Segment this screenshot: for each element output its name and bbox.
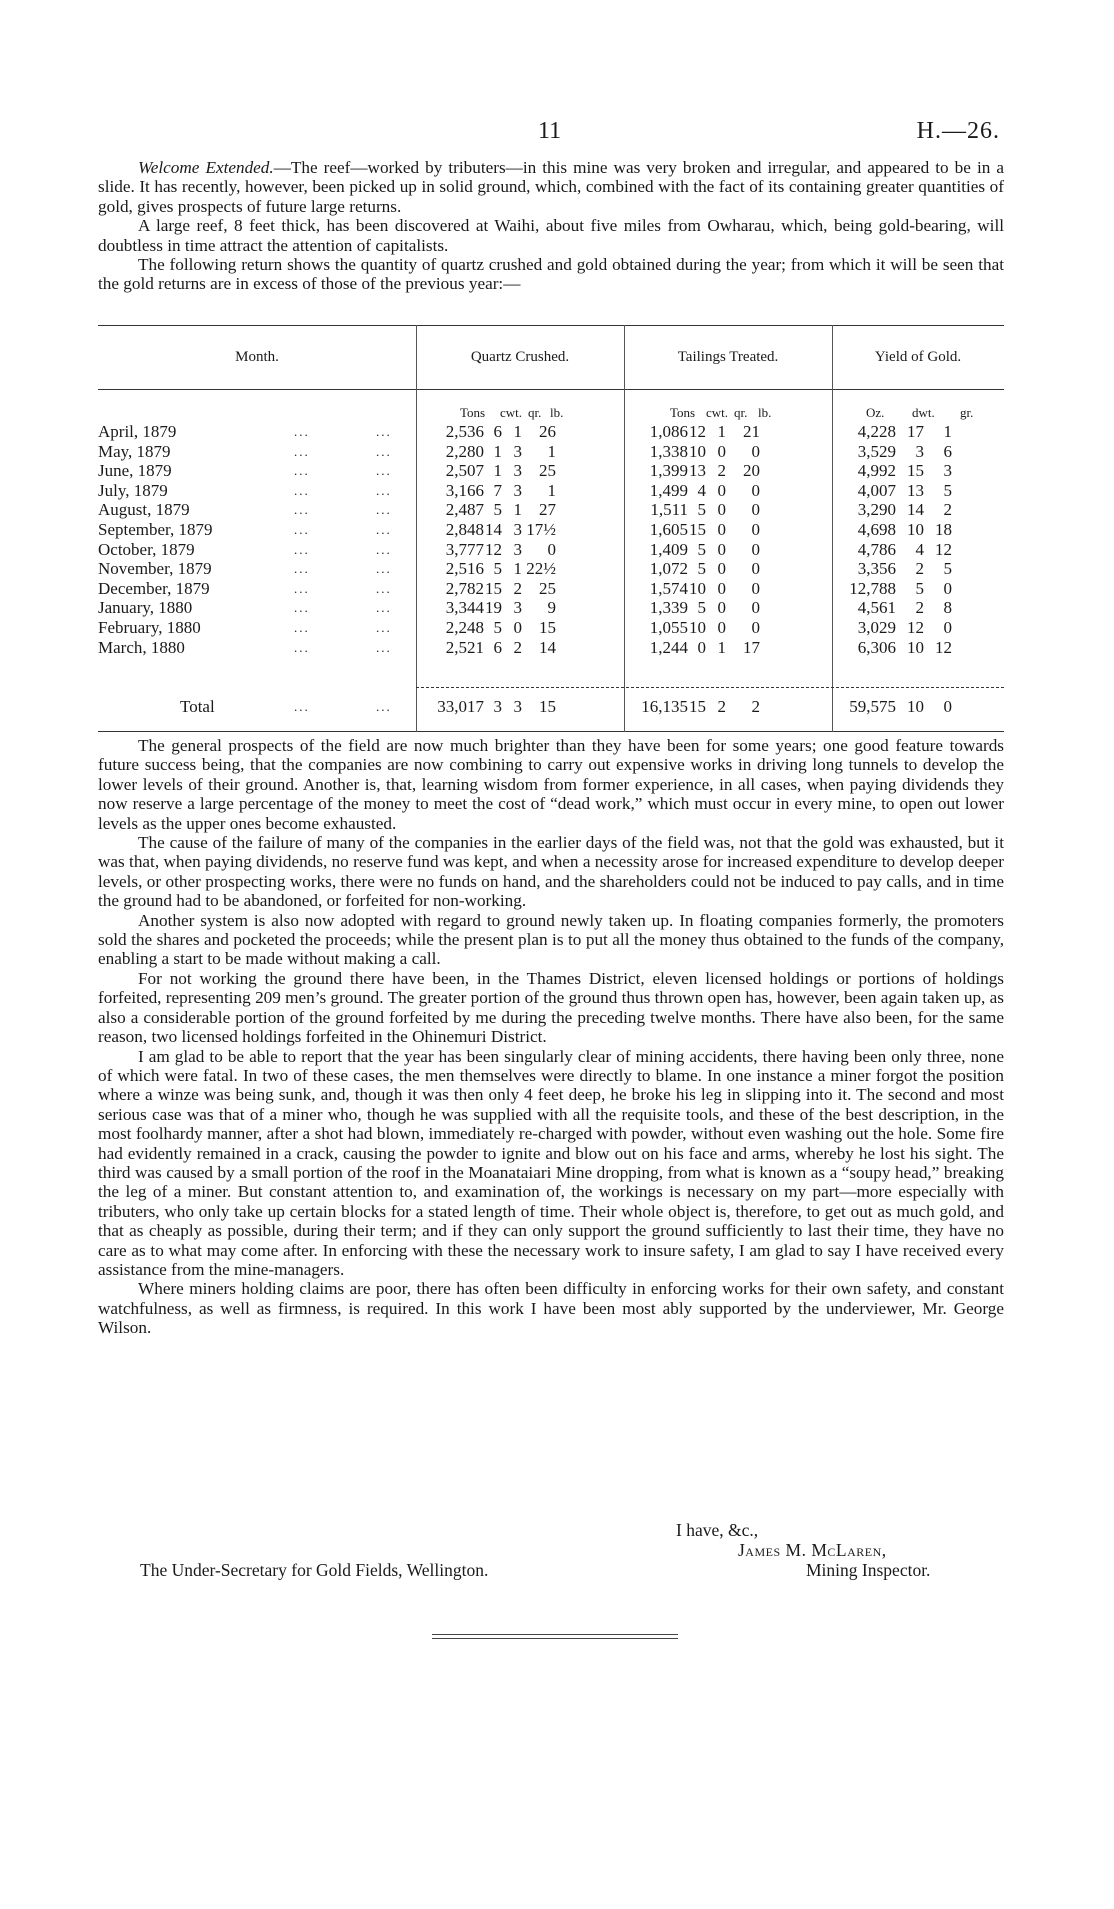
unit-label: Oz. [866, 405, 885, 420]
tailings-value: 1,574 [649, 578, 688, 598]
gold-value: 12,788 [849, 578, 896, 598]
leader-dots: ... [376, 580, 392, 596]
table-row [98, 461, 1004, 481]
tailings-value: 1,399 [649, 461, 688, 481]
gold-value: 3,029 [857, 618, 896, 637]
gold-value: 12 [907, 618, 924, 637]
paragraph-text: —The reef—worked by tributers—in this mine was very broken and irregular, and appeared to be in a slide. It has recently, however, been picked up in solid ground, which, combined with the fact of its containing greater quantities of gold, gives prospects of future large returns. [98, 158, 1004, 216]
month-cell: October, 1879 [98, 539, 195, 559]
table-row [98, 638, 1004, 658]
tailings-value: 17 [743, 637, 760, 657]
paragraph-accidents: I am glad to be able to report that the year has been singularly clear of mining accidents, there having been only three, none of which were fatal. In two of these cases, the men themselves were directly to blame. In one instance a miner forgot the position where a winze was being sunk, and, though it was then only 4 feet deep, he broke his leg in slipping into it. The second and most serious case was that of a miner who, though he was supplied with all the requisite tools, and these of the best description, in the most foolhardy manner, after a shot had blown, immediately re-charged with powder, without even washing out the hole. Some fire had evidently remained in a crack, causing the powder to ignite and blow out on his face and arms, whereby he lost his sight. The third was caused by a small portion of the roof in the Moanataiari Mine dropping, from what is known as a “soupy head,” breaking the leg of a miner. But constant attention to, and examination of, the workings is necessary on my part—more especially with tributers, who only take up certain blocks for a stated length of time. Their whole object is, therefore, to get out as much gold, and that as cheaply as possible, during their term; and if they can only support the ground sufficiently to last their time, they have no care as to what may come after. In enforcing with these the necessary work to insure safety, I am glad to say I have received every assistance from the mine-managers. [98, 1046, 1004, 1279]
quartz-value: 15 [485, 578, 502, 598]
quartz-value: 2,516 [445, 559, 484, 579]
gold-value: 13 [907, 480, 924, 500]
tailings-value: 0 [717, 559, 726, 579]
mine-name: Welcome Extended. [138, 158, 274, 177]
tailings-value: 12 [689, 422, 706, 441]
leader-dots: ... [294, 424, 310, 439]
month-cell: November, 1879 [98, 559, 212, 579]
addressee: The Under-Secretary for Gold Fields, Wellington. [140, 1560, 489, 1580]
gold-value: 5 [943, 480, 952, 500]
tailings-value: 1,409 [649, 539, 688, 559]
leader-dots: ... [294, 600, 310, 616]
tailings-value: 16,135 [641, 697, 688, 716]
quartz-value: 22½ [526, 559, 556, 579]
quartz-value: 2,507 [445, 461, 484, 481]
header-yield-of-gold: Yield of Gold. [874, 349, 962, 365]
tailings-value: 5 [697, 598, 706, 618]
tailings-value: 0 [717, 618, 726, 637]
month-cell: April, 1879 [98, 422, 177, 441]
quartz-value: 3 [513, 441, 522, 461]
total-label: Total [180, 697, 215, 716]
gold-value: 3,290 [857, 500, 896, 520]
quartz-value: 2 [513, 637, 522, 657]
closing-formula: I have, &c., [676, 1520, 759, 1540]
unit-label: Tons [670, 405, 696, 420]
tailings-value: 0 [751, 578, 760, 598]
quartz-value: 2,280 [445, 441, 484, 461]
gold-value: 17 [907, 422, 924, 441]
quartz-value: 3 [513, 539, 522, 559]
tailings-value: 1,072 [649, 559, 688, 579]
month-cell: March, 1880 [98, 637, 185, 657]
unit-label: qr. [528, 405, 542, 420]
table-top-rule [98, 325, 1004, 326]
quartz-value: 14 [485, 520, 502, 539]
leader-dots: ... [376, 463, 392, 479]
total-row [98, 697, 1004, 717]
unit-label: Tons [460, 405, 486, 420]
gold-value: 1 [943, 422, 952, 441]
tailings-value: 2 [751, 697, 760, 716]
table-row [98, 520, 1004, 540]
table-row [98, 442, 1004, 462]
quartz-value: 0 [547, 539, 556, 559]
tailings-value: 10 [689, 441, 706, 461]
tailings-value: 21 [743, 422, 760, 441]
quartz-value: 19 [485, 598, 502, 618]
table-bottom-rule [98, 731, 1004, 732]
tailings-value: 4 [697, 480, 706, 500]
tailings-value: 0 [697, 637, 706, 657]
quartz-value: 5 [493, 618, 502, 637]
tailings-value: 20 [743, 461, 760, 481]
leader-dots: ... [294, 699, 310, 714]
month-cell: September, 1879 [98, 520, 213, 539]
intro-section [98, 158, 1004, 294]
tailings-value: 2 [717, 461, 726, 481]
quartz-value: 2,536 [445, 422, 484, 441]
gold-value: 18 [935, 520, 952, 539]
leader-dots: ... [294, 620, 310, 635]
quartz-value: 6 [493, 637, 502, 657]
leader-dots: ... [376, 561, 392, 577]
paragraph-waihi-reef: A large reef, 8 feet thick, has been discovered at Waihi, about five miles from Owharau, which, being gold-bearing, will doubtless in time attract the attention of capitalists. [98, 216, 1004, 255]
month-cell: July, 1879 [98, 480, 168, 500]
quartz-value: 9 [547, 598, 556, 618]
tailings-value: 1,338 [649, 441, 688, 461]
leader-dots: ... [376, 699, 392, 714]
gold-value: 4,228 [857, 422, 896, 441]
leader-dots: ... [376, 600, 392, 616]
leader-dots: ... [376, 522, 392, 537]
tailings-value: 1,339 [649, 598, 688, 618]
paragraph-new-system: Another system is also now adopted with regard to ground newly taken up. In floating companies formerly, the promoters sold the shares and pocketed the proceeds; while the present plan is to put all the money thus obtained to the funds of the company, enabling a start to be made without making a call. [98, 910, 1004, 969]
leader-dots: ... [376, 482, 392, 498]
header-month: Month. [235, 349, 279, 365]
quartz-value: 3 [513, 480, 522, 500]
tailings-value: 0 [717, 578, 726, 598]
quartz-value: 5 [493, 559, 502, 579]
leader-dots: ... [294, 541, 310, 557]
leader-dots: ... [376, 502, 392, 518]
leader-dots: ... [294, 522, 310, 537]
gold-value: 3 [943, 461, 952, 481]
page-header [98, 118, 1000, 152]
quartz-value: 2,487 [445, 500, 484, 520]
gold-value: 10 [907, 520, 924, 539]
month-cell: December, 1879 [98, 578, 210, 598]
tailings-value: 0 [751, 500, 760, 520]
quartz-value: 3 [513, 461, 522, 481]
tailings-value: 1,511 [650, 500, 688, 520]
quartz-value: 1 [513, 422, 522, 441]
footer-rule [432, 1638, 678, 1639]
tailings-value: 0 [751, 598, 760, 618]
quartz-value: 1 [547, 441, 556, 461]
gold-value: 2 [915, 559, 924, 579]
tailings-value: 5 [697, 539, 706, 559]
month-cell: February, 1880 [98, 618, 201, 637]
tailings-value: 0 [751, 618, 760, 637]
gold-value: 3,356 [857, 559, 896, 579]
quartz-value: 1 [547, 480, 556, 500]
table-row [98, 579, 1004, 599]
page-number: 11 [538, 118, 562, 144]
quartz-value: 0 [513, 618, 522, 637]
leader-dots: ... [294, 443, 310, 459]
gold-value: 10 [907, 697, 924, 716]
leader-dots: ... [294, 463, 310, 479]
tailings-value: 1 [717, 637, 726, 657]
tailings-value: 1 [717, 422, 726, 441]
tailings-value: 1,605 [649, 520, 688, 539]
quartz-value: 25 [539, 461, 556, 481]
leader-dots: ... [294, 580, 310, 596]
gold-value: 15 [907, 461, 924, 481]
table-row [98, 540, 1004, 560]
table-row [98, 618, 1004, 638]
tailings-value: 2 [717, 697, 726, 716]
gold-value: 4,561 [857, 598, 896, 618]
tailings-value: 0 [717, 598, 726, 618]
gold-value: 10 [907, 637, 924, 657]
gold-return-table [98, 325, 1004, 732]
quartz-value: 5 [493, 500, 502, 520]
gold-value: 2 [943, 500, 952, 520]
unit-label: gr. [960, 405, 974, 420]
tailings-value: 0 [751, 441, 760, 461]
gold-value: 4 [915, 539, 924, 559]
tailings-value: 0 [751, 539, 760, 559]
quartz-value: 2 [513, 578, 522, 598]
table-header-rule [98, 389, 1004, 390]
signatory-name: James M. McLaren, [738, 1540, 887, 1560]
tailings-value: 15 [689, 520, 706, 539]
leader-dots: ... [294, 502, 310, 518]
tailings-value: 0 [717, 441, 726, 461]
gold-value: 12 [935, 539, 952, 559]
quartz-value: 1 [493, 441, 502, 461]
total-rule [416, 687, 1004, 688]
gold-value: 4,007 [857, 480, 896, 500]
tailings-value: 1,244 [649, 637, 688, 657]
quartz-value: 15 [539, 618, 556, 637]
quartz-value: 27 [539, 500, 556, 520]
paragraph-return-intro: The following return shows the quantity of quartz crushed and gold obtained during the year; from which it will be seen that the gold returns are in excess of those of the previous year:— [98, 255, 1004, 294]
gold-value: 4,786 [857, 539, 896, 559]
document-reference: H.—26. [916, 118, 1000, 144]
table-row [98, 481, 1004, 501]
tailings-value: 0 [751, 520, 760, 539]
gold-value: 4,992 [857, 461, 896, 481]
quartz-value: 3 [513, 598, 522, 618]
unit-label: lb. [550, 405, 564, 420]
quartz-value: 25 [539, 578, 556, 598]
tailings-value: 1,499 [649, 480, 688, 500]
header-tailings-treated: Tailings Treated. [677, 349, 779, 365]
tailings-value: 0 [717, 480, 726, 500]
leader-dots: ... [376, 639, 392, 655]
signatory-title: Mining Inspector. [806, 1560, 931, 1580]
quartz-value: 2,521 [445, 637, 484, 657]
quartz-value: 3 [513, 697, 522, 716]
quartz-value: 1 [513, 500, 522, 520]
quartz-value: 26 [539, 422, 556, 441]
tailings-value: 0 [717, 520, 726, 539]
gold-value: 5 [943, 559, 952, 579]
month-cell: August, 1879 [98, 500, 190, 520]
gold-value: 14 [907, 500, 924, 520]
quartz-value: 3 [493, 697, 502, 716]
gold-value: 8 [943, 598, 952, 618]
quartz-value: 15 [539, 697, 556, 716]
quartz-value: 7 [493, 480, 502, 500]
gold-value: 0 [943, 618, 952, 637]
paragraph-welcome-extended [98, 158, 1004, 216]
tailings-value: 1,086 [649, 422, 688, 441]
unit-label: cwt. [500, 405, 523, 420]
unit-label: cwt. [706, 405, 729, 420]
table-row [98, 559, 1004, 579]
leader-dots: ... [294, 639, 310, 655]
tailings-value: 5 [697, 559, 706, 579]
unit-label: dwt. [912, 405, 935, 420]
quartz-value: 6 [493, 422, 502, 441]
leader-dots: ... [294, 561, 310, 577]
gold-value: 3 [915, 441, 924, 461]
table-row [98, 422, 1004, 442]
quartz-value: 12 [485, 539, 502, 559]
tailings-value: 10 [689, 618, 706, 637]
header-quartz-crushed: Quartz Crushed. [470, 349, 570, 365]
quartz-value: 33,017 [437, 697, 484, 716]
month-cell: June, 1879 [98, 461, 172, 481]
leader-dots: ... [376, 620, 392, 635]
paragraph-failure-cause: The cause of the failure of many of the companies in the earlier days of the field was, not that the gold was exhausted, but it was that, when paying dividends, no reserve fund was kept, and when a necessity arose for increased expenditure to develop deeper levels, or other prospecting works, there were no funds on hand, and the shareholders could not be induced to pay calls, and in time the ground had to be abandoned, or forfeited for non-working. [98, 833, 1004, 911]
gold-value: 59,575 [849, 697, 896, 716]
leader-dots: ... [376, 443, 392, 459]
quartz-value: 2,782 [445, 578, 484, 598]
quartz-value: 1 [493, 461, 502, 481]
paragraph-forfeitures: For not working the ground there have been, in the Thames District, eleven licensed holdings or portions of holdings forfeited, representing 209 men’s ground. The greater portion of the ground thus thrown open has, however, been again taken up, as also a considerable portion of the ground forfeited by me during the preceding twelve months. There have also been, for the same reason, two licensed holdings forfeited in the Ohinemuri District. [98, 968, 1004, 1047]
quartz-value: 1 [513, 559, 522, 579]
quartz-value: 3,344 [445, 598, 484, 618]
gold-value: 12 [935, 637, 952, 657]
footer-rule [432, 1634, 678, 1635]
gold-value: 5 [915, 578, 924, 598]
report-body [98, 736, 1004, 1338]
table-row [98, 598, 1004, 618]
paragraph-prospects: The general prospects of the field are now much brighter than they have been for some years; one good feature towards future success being, that the companies are now combining to carry out expensive works in driving long tunnels to develop the lower levels of their ground. Another is, that, learning wisdom from former experience, in all cases, when paying dividends they now reserve a large percentage of the money to meet the cost of “dead work,” which must occur in every mine, to open out lower levels as the upper ones become exhausted. [98, 736, 1004, 833]
gold-value: 2 [915, 598, 924, 618]
tailings-value: 10 [689, 578, 706, 598]
gold-value: 0 [943, 578, 952, 598]
gold-value: 6 [943, 441, 952, 461]
table-row [98, 500, 1004, 520]
unit-label: qr. [734, 405, 748, 420]
paragraph-poor-claims: Where miners holding claims are poor, there has often been difficulty in enforcing works for their own safety, and constant watchfulness, as well as firmness, is required. In this work I have been most ably supported by the underviewer, Mr. George Wilson. [98, 1279, 1004, 1338]
tailings-value: 15 [689, 697, 706, 716]
tailings-value: 0 [717, 539, 726, 559]
gold-value: 3,529 [857, 441, 896, 461]
tailings-value: 0 [751, 480, 760, 500]
gold-value: 4,698 [857, 520, 896, 539]
tailings-value: 1,055 [649, 618, 688, 637]
quartz-value: 14 [539, 637, 556, 657]
leader-dots: ... [294, 482, 310, 498]
leader-dots: ... [376, 541, 392, 557]
quartz-value: 3 [513, 520, 522, 539]
quartz-value: 2,248 [445, 618, 484, 637]
tailings-value: 13 [689, 461, 706, 481]
gold-value: 6,306 [857, 637, 896, 657]
unit-label: lb. [758, 405, 772, 420]
tailings-value: 5 [697, 500, 706, 520]
quartz-value: 17½ [526, 520, 556, 539]
tailings-value: 0 [717, 500, 726, 520]
quartz-value: 3,166 [445, 480, 484, 500]
month-cell: May, 1879 [98, 441, 171, 461]
gold-value: 0 [943, 697, 952, 716]
month-cell: January, 1880 [98, 598, 193, 618]
quartz-value: 3,777 [445, 539, 484, 559]
quartz-value: 2,848 [445, 520, 484, 539]
leader-dots: ... [376, 424, 392, 439]
tailings-value: 0 [751, 559, 760, 579]
